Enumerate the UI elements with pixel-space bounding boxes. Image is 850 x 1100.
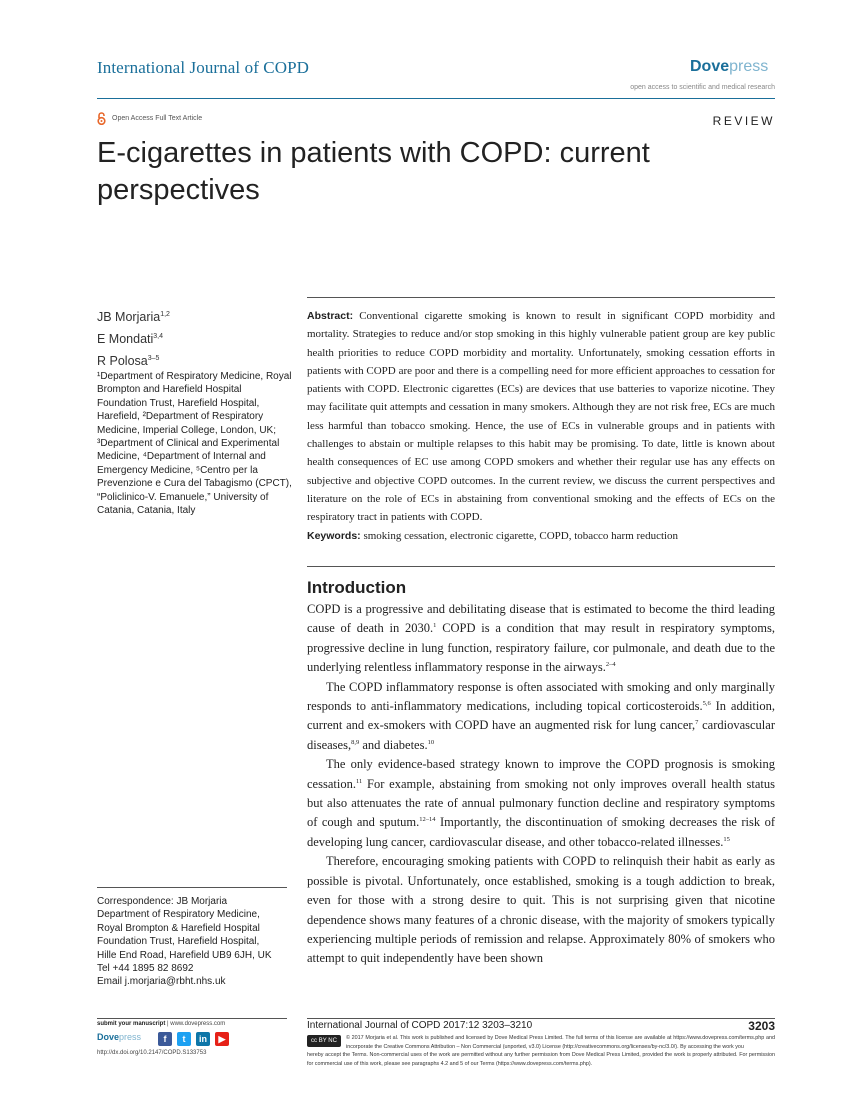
facebook-icon[interactable]: f: [158, 1032, 172, 1046]
correspondence-line: Tel +44 1895 82 8692: [97, 963, 194, 975]
affiliations: ¹Department of Respiratory Medicine, Royal Brompton and Harefield Hospital Foundation Trust, Harefield Hospital, Harefield, ²Department of Respiratory Medicine, Imperial College, London, UK; ³Department of Clinical and Experimental Medicine, ⁴Department of Internal and Emergency Medicine, ⁵Centro per la Prevenzione e Cura del Tabagismo (CPCT), “Policlinico-V. Emanuele,” University of Catania, Catania, Italy: [97, 371, 292, 517]
citation-ref[interactable]: 8,9: [351, 738, 360, 746]
footer-right-rule: [307, 1018, 775, 1019]
social-links: [158, 1032, 229, 1046]
introduction-heading: Introduction: [307, 578, 407, 597]
doi-link[interactable]: http://dx.doi.org/10.2147/COPD.S133753: [97, 1050, 207, 1056]
author-affiliation-sup: 1,2: [160, 311, 170, 318]
page-number: 3203: [748, 1019, 775, 1033]
article-type: REVIEW: [712, 114, 775, 128]
correspondence-email[interactable]: Email j.morjaria@rbht.nhs.uk: [97, 976, 226, 988]
footer-citation: International Journal of COPD 2017:12 3203–3210: [307, 1020, 533, 1031]
author: [97, 349, 170, 371]
paragraph: Therefore, encouraging smoking patients with COPD to relinquish their habit as early as possible is pivotal. Unfortunately, once established, smoking is a tough addiction to break, even for those with a strong desire to quit. This is not surprising given that nicotine dependence shows many features of a chronic disease, with the majority of smokers typically experiencing multiple periods of remission and relapse. Approximately 80% of smokers who attempt to quit independently have been shown: [307, 854, 775, 966]
correspondence-line: Hille End Road, Harefield UB9 6JH, UK: [97, 949, 272, 961]
journal-title: International Journal of COPD: [97, 58, 310, 77]
open-access-label: Open Access Full Text Article: [112, 115, 203, 122]
creative-commons-icon[interactable]: cc BY NC: [307, 1035, 341, 1047]
abstract-text: Conventional cigarette smoking is known to result in significant COPD morbidity and mortality. Strategies to reduce and/or stop smoking in this highly vulnerable patient group are key public health priorities to reduce COPD morbidity and mortality. Unfortunately, smoking cessation efforts in patients with COPD are poor and there is a compelling need for more efficient approaches to cessation for patients with COPD. Electronic cigarettes (ECs) are devices that use batteries to vaporize nicotine. They may facilitate quit attempts and cessation in many smokers. Although they are not risk free, ECs are much less harmful than tobacco smoking. Hence, the use of ECs in vulnerable groups and in patients with challenges to abstain or multiple relapses to this habit may be promising. To date, little is known about health consequences of EC use among COPD smokers and whether their regular use has any effects on subjective and objective COPD outcomes. In the current review, we discuss the current perspectives and literature on the role of ECs in abstaining from conventional smoking and the effects of ECs on the respiratory tract in patients with COPD.: [307, 310, 776, 524]
submit-url[interactable]: www.dovepress.com: [170, 1021, 226, 1027]
license-text: © 2017 Morjaria et al. This work is published and licensed by Dove Medical Press Limited. The full terms of this license are available at https://www.dovepress.com/terms.php and incorporate the Creative Commons Attribution – Non Commercial (unported, v3.0) License (http://creativecommons.org/licenses/by-nc/3.0/). By accessing the work you: [346, 1035, 775, 1050]
author-name: E Mondati: [97, 332, 154, 346]
citation-ref[interactable]: 7: [695, 719, 699, 727]
footer-logo-light: press: [119, 1032, 142, 1042]
citation-ref[interactable]: 11: [355, 777, 363, 785]
license-text-continued: hereby accept the Terms. Non-commercial uses of the work are permitted without any further permission from Dove Medical Press Limited, provided the work is properly attributed. For permission for commercial use of this work, please see paragraphs 4.2 and 5 of our Terms (https://www.dovepress.com/terms.php).: [307, 1052, 775, 1067]
publisher-logo-light: press: [729, 58, 769, 75]
citation-ref[interactable]: 10: [427, 738, 435, 746]
citation-ref[interactable]: 12–14: [419, 816, 436, 824]
correspondence-rule: [97, 887, 287, 888]
keywords: [307, 527, 775, 545]
open-access-line: [97, 112, 202, 125]
linkedin-icon[interactable]: in: [196, 1032, 210, 1046]
citation-ref[interactable]: 15: [723, 835, 730, 843]
submit-label: submit your manuscript: [97, 1021, 166, 1027]
open-access-icon: [97, 112, 106, 125]
footer-logo-bold: Dove: [97, 1032, 120, 1042]
abstract-paragraph: [307, 307, 775, 527]
submit-manuscript-line[interactable]: submit your manuscript | www.dovepress.com: [97, 1021, 226, 1027]
correspondence-line: Department of Respiratory Medicine,: [97, 909, 260, 921]
paragraph: COPD is a progressive and debilitating disease that is estimated to become the third leading cause of death in 2030.$^1$ COPD is a condition that may result in respiratory symptoms, progressive decline in lung function, respiratory failure, cor pulmonale, and death due to the underlying relentless inflammatory response in the airways.$^{2-4}$: [307, 602, 775, 675]
author-affiliation-sup: 3–5: [147, 355, 160, 362]
keywords-label: Keywords:: [307, 529, 361, 542]
abstract: [307, 297, 775, 545]
article-title: E-cigarettes in patients with COPD: current perspectives: [97, 137, 650, 206]
correspondence-line: Royal Brompton & Harefield Hospital: [97, 922, 260, 934]
citation-ref[interactable]: 2–4: [605, 661, 616, 669]
keywords-text: smoking cessation, electronic cigarette, COPD, tobacco harm reduction: [363, 529, 679, 542]
citation-ref[interactable]: 5,6: [702, 699, 711, 707]
author: [97, 305, 170, 327]
abstract-label: Abstract:: [307, 310, 354, 322]
author-name: R Polosa: [97, 354, 148, 368]
youtube-icon[interactable]: ▶: [215, 1032, 229, 1046]
correspondence-label: Correspondence: JB Morjaria: [97, 896, 228, 907]
citation-ref[interactable]: 1: [433, 622, 437, 630]
publisher-tagline: open access to scientific and medical research: [630, 84, 775, 91]
paragraph: The COPD inflammatory response is often associated with smoking and only marginally responds to anti-inflammatory medications, including topical corticosteroids.$^{5,6}$ In addition, current and ex-smokers with COPD have an augmented risk for lung cancer,$^7$ cardiovascular diseases,$^{8,9}$ and diabetes.$^{10}$: [307, 679, 775, 752]
footer-left-rule: [97, 1018, 287, 1019]
twitter-icon[interactable]: t: [177, 1032, 191, 1046]
correspondence: [97, 895, 297, 989]
footer-publisher-logo[interactable]: [97, 1032, 141, 1042]
author-affiliation-sup: 3,4: [153, 333, 164, 340]
paragraph: The only evidence-based strategy known to improve the COPD prognosis is smoking cessation.$^{11}$ For example, abstaining from smoking not only improves overall health status but also attenuates the rate of annual pulmonary function decline and respiratory symptoms of cough and sputum.$^{12-14}$ Importantly, the discontinuation of smoking decreases the risk of developing lung cancer, cardiovascular disease, and other tobacco-related illnesses.$^{15}$: [307, 757, 775, 849]
introduction-body: [307, 600, 775, 969]
publisher-logo[interactable]: [690, 58, 768, 76]
correspondence-line: Foundation Trust, Harefield Hospital,: [97, 936, 260, 948]
publisher-logo-bold: Dove: [690, 58, 730, 75]
author-name: JB Morjaria: [97, 310, 161, 324]
author: [97, 327, 170, 349]
header-rule: [97, 98, 775, 99]
author-list: [97, 305, 170, 371]
abstract-rule: [307, 566, 775, 567]
